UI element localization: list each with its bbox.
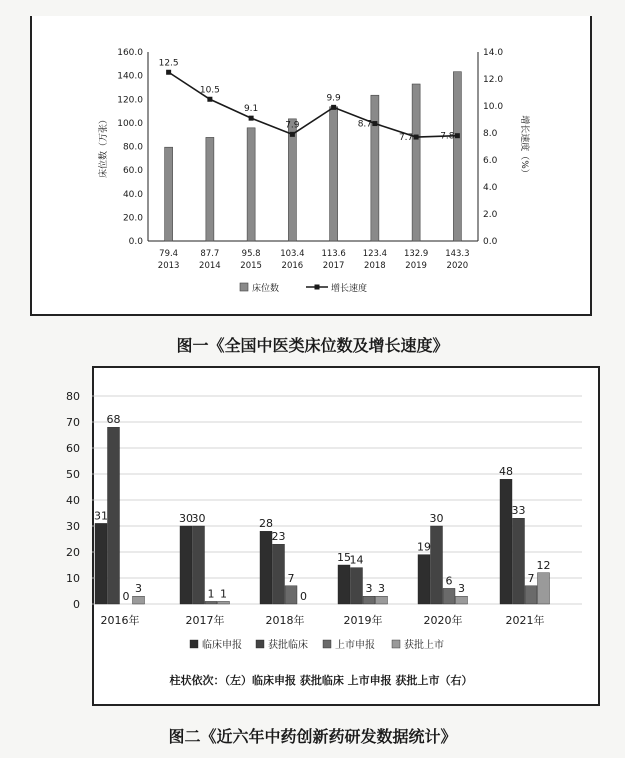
chart2-bar	[338, 565, 350, 604]
chart1-line-marker	[166, 70, 171, 75]
chart2-data-label: 3	[458, 582, 465, 596]
chart1-bar-value-label: 113.6	[321, 249, 346, 259]
chart1-caption: 图一《全国中医类床位数及增长速度》	[176, 336, 449, 355]
chart1-bar-value-label: 95.8	[241, 249, 261, 259]
chart1-line-value-label: 9.9	[326, 93, 341, 104]
chart2-bar	[418, 555, 430, 604]
chart2-data-label: 7	[527, 571, 535, 585]
chart2-legend-swatch	[323, 640, 331, 648]
chart2-bar	[260, 531, 272, 604]
chart2-bar	[538, 573, 550, 604]
chart2-bar	[108, 427, 120, 604]
chart2-data-label: 30	[429, 512, 444, 525]
chart1-y2-tick-label: 6.0	[483, 156, 498, 166]
chart2-bar	[351, 568, 363, 604]
chart2-note: 柱状依次：（左）临床申报 获批临床 上市申报 获批上市（右）	[169, 674, 473, 687]
chart2-data-label: 0	[122, 590, 130, 603]
chart2-bar	[363, 596, 375, 604]
chart2-y-tick-label: 0	[73, 598, 80, 611]
chart1-legend-label-line: 增长速度	[331, 284, 368, 294]
chart2-bar	[456, 596, 468, 604]
chart2-y-tick-label: 50	[66, 468, 80, 481]
chart2-data-label: 12	[536, 558, 551, 572]
chart1-bar-value-label: 87.7	[200, 249, 220, 259]
chart2-bar	[218, 601, 230, 604]
chart2-x-tick-label: 2019年	[343, 614, 383, 627]
chart1-line-value-label: 9.1	[243, 104, 259, 115]
chart2-bar	[205, 601, 217, 604]
chart2-bar	[500, 479, 512, 604]
chart2-y-tick-label: 30	[66, 520, 80, 533]
chart1-bar	[453, 72, 461, 241]
chart1-bar-value-label: 79.4	[159, 249, 179, 259]
chart2-legend-label: 获批临床	[268, 640, 308, 651]
chart1-line-marker	[207, 97, 212, 102]
chart2-y-tick-label: 70	[66, 416, 80, 429]
chart1-bar	[371, 95, 379, 241]
chart2-data-label: 0	[300, 590, 307, 603]
chart1-line-value-label: 7.8	[440, 131, 455, 142]
chart2-data-label: 68	[106, 413, 121, 427]
chart1-x-tick-label: 2019	[405, 261, 427, 271]
chart1-bar	[288, 119, 296, 241]
chart2-data-label: 19	[417, 540, 431, 554]
chart2-bar	[193, 526, 205, 604]
chart1-line-value-label: 7.7	[398, 133, 414, 144]
chart2-bar	[273, 544, 285, 604]
chart2-data-label: 7	[287, 571, 295, 585]
chart2-x-tick-label: 2020年	[423, 614, 463, 627]
chart2-legend-label: 临床申报	[202, 640, 242, 651]
chart1-bar-value-label: 103.4	[280, 249, 305, 259]
chart2-data-label: 23	[271, 530, 286, 544]
chart2-y-tick-label: 60	[66, 442, 80, 455]
chart1-legend-marker	[315, 285, 320, 290]
chart2-data-label: 30	[191, 512, 206, 525]
chart1-y-tick-label: 80.0	[122, 142, 143, 153]
chart2-data-label: 1	[220, 587, 227, 601]
chart1-x-tick-label: 2020	[446, 261, 469, 271]
chart1-y-tick-label: 20.0	[122, 213, 143, 224]
chart2-bar	[431, 526, 443, 604]
chart2-bar	[180, 526, 192, 604]
chart2-bar	[95, 523, 107, 604]
chart2-data-label: 3	[378, 582, 385, 596]
chart2-data-label: 14	[349, 553, 364, 567]
chart1-y2-tick-label: 2.0	[483, 210, 498, 220]
chart1-bar	[330, 107, 338, 241]
chart2-caption: 图二《近六年中药创新药研发数据统计》	[168, 727, 457, 746]
chart1-y2-tick-label: 12.0	[483, 75, 504, 85]
chart2-x-tick-label: 2016年	[100, 614, 140, 627]
chart2-bar	[525, 586, 537, 604]
chart2-x-tick-label: 2017年	[185, 614, 225, 627]
chart1-y2-tick-label: 0.0	[483, 237, 498, 247]
chart2-x-tick-label: 2021年	[505, 614, 545, 627]
chart1-y2-tick-label: 10.0	[483, 102, 504, 112]
chart2-legend-swatch	[392, 640, 400, 648]
chart2-legend-label: 获批上市	[404, 640, 444, 651]
chart1-x-tick-label: 2015	[240, 261, 262, 271]
chart2-y-tick-label: 40	[66, 494, 80, 507]
chart1-bar-value-label: 123.4	[362, 249, 388, 259]
chart2-legend-swatch	[256, 640, 264, 648]
chart1-y-tick-label: 140.0	[117, 71, 143, 82]
chart2-y-tick-label: 80	[66, 390, 80, 403]
chart1-y2-tick-label: 4.0	[483, 183, 498, 193]
chart2-data-label: 3	[135, 582, 142, 596]
chart2-y-tick-label: 20	[66, 546, 80, 559]
chart2-data-label: 3	[365, 582, 373, 596]
chart1-line-marker	[414, 135, 419, 140]
chart2-bar	[285, 586, 297, 604]
chart1-y2-axis-label: 增长速度（%）	[519, 115, 529, 178]
chart2-bar	[443, 588, 455, 604]
chart1-y-axis-label: 床位数（万张）	[99, 114, 109, 179]
chart1-bar-value-label: 143.3	[445, 249, 470, 259]
chart2-legend-swatch	[190, 640, 198, 648]
chart1-line-marker	[290, 132, 295, 137]
chart1-y2-tick-label: 8.0	[483, 129, 498, 139]
chart2-data-label: 31	[94, 509, 108, 523]
chart1-x-tick-label: 2016	[281, 261, 304, 271]
chart1-bar	[206, 137, 214, 241]
chart2-bar	[513, 518, 525, 604]
chart1-y2-tick-label: 14.0	[483, 48, 504, 58]
chart1-line-value-label: 10.5	[199, 85, 220, 96]
chart1-y-tick-label: 40.0	[122, 189, 143, 200]
chart1-line-marker	[372, 121, 377, 126]
chart1-y-tick-label: 160.0	[117, 48, 143, 58]
chart1-y-tick-label: 120.0	[117, 95, 143, 106]
chart2-data-label: 28	[259, 517, 273, 531]
chart1-x-tick-label: 2018	[364, 261, 386, 271]
chart1-bar	[165, 147, 173, 241]
chart1-legend-label-bar: 床位数	[252, 284, 280, 294]
chart2-data-label: 15	[337, 551, 351, 564]
chart2-data-label: 33	[511, 504, 526, 518]
chart1-legend-swatch-bar	[240, 283, 248, 291]
chart1-y-tick-label: 0.0	[128, 237, 143, 247]
chart2-bar	[376, 596, 388, 604]
chart2-data-label: 48	[499, 465, 513, 479]
chart2-x-tick-label: 2018年	[265, 614, 305, 627]
chart2-data-label: 1	[207, 587, 215, 601]
chart1-line-value-label: 12.5	[158, 58, 179, 69]
chart2-data-label: 30	[179, 512, 193, 525]
chart1-x-tick-label: 2013	[157, 261, 180, 271]
chart1-x-tick-label: 2017	[322, 261, 345, 271]
chart1-bar-value-label: 132.9	[403, 249, 429, 259]
chart1-line-value-label: 7.9	[285, 120, 300, 131]
chart2-data-label: 6	[445, 574, 453, 588]
chart1-line-marker	[249, 116, 254, 121]
chart2-bar	[133, 596, 145, 604]
chart2-legend-label: 上市申报	[335, 640, 375, 651]
chart1-line-marker	[455, 133, 460, 138]
chart1-y-tick-label: 60.0	[122, 166, 143, 177]
chart2-y-tick-label: 10	[66, 572, 80, 585]
chart1-bar	[247, 128, 255, 241]
chart1-bar	[412, 84, 420, 241]
chart1-y-tick-label: 100.0	[117, 118, 143, 129]
chart1-line-value-label: 8.7	[357, 119, 373, 130]
chart1-x-tick-label: 2014	[199, 261, 221, 271]
chart1-line-marker	[331, 105, 336, 110]
